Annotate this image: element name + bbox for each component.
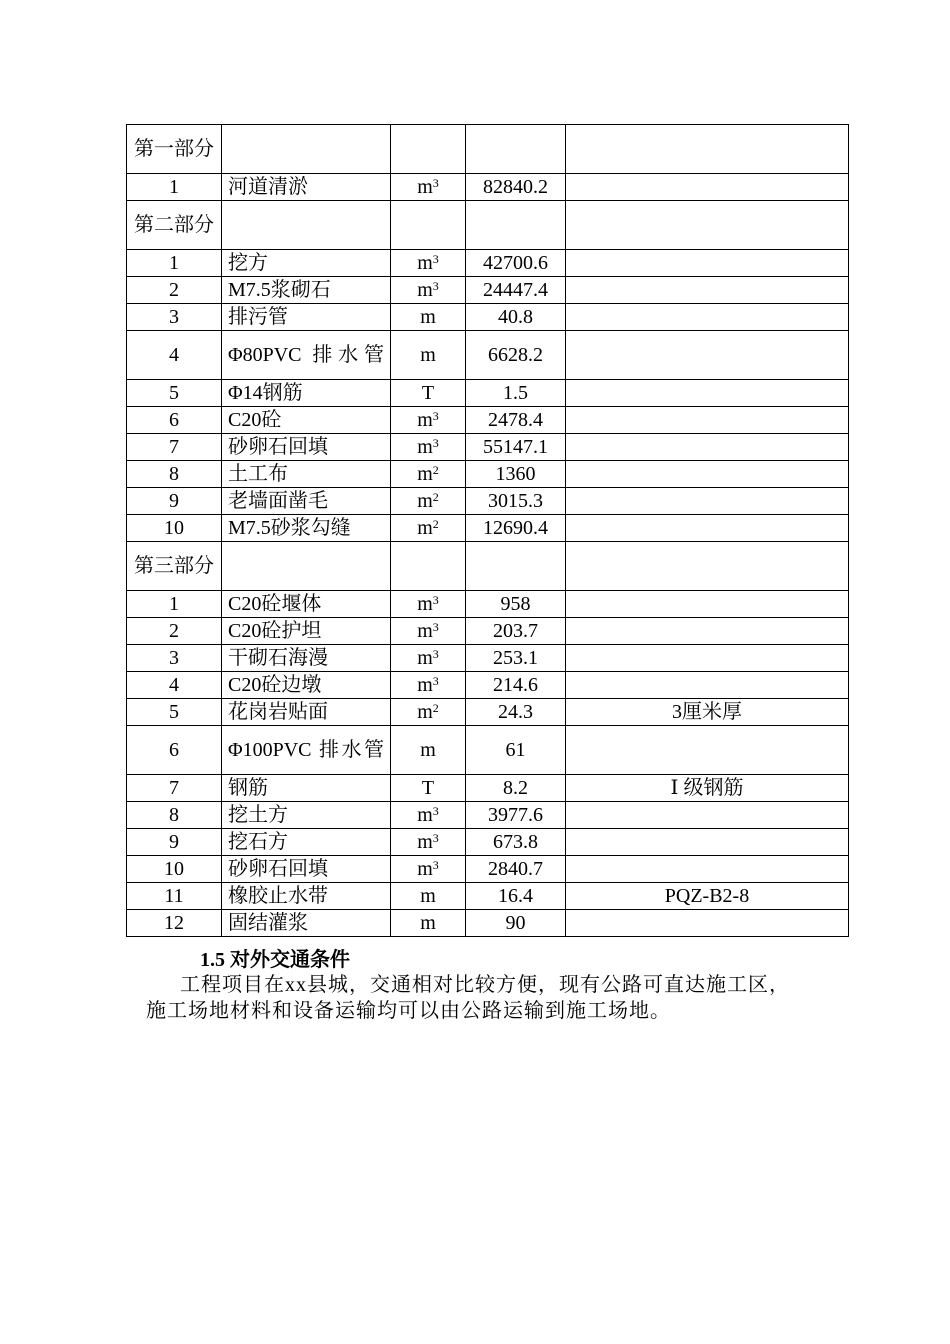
section-header-row bbox=[127, 201, 849, 250]
item-unit bbox=[391, 829, 466, 856]
unit-exponent: 3 bbox=[432, 252, 439, 266]
item-name: Φ14钢筋 bbox=[222, 380, 391, 407]
item-number: 1 bbox=[127, 250, 222, 277]
empty-cell bbox=[222, 542, 391, 591]
item-number: 7 bbox=[127, 434, 222, 461]
unit-symbol: m bbox=[417, 858, 433, 880]
item-quantity: 6628.2 bbox=[466, 331, 566, 380]
item-note bbox=[566, 829, 849, 856]
table-row bbox=[127, 591, 849, 618]
unit-exponent: 3 bbox=[432, 858, 439, 872]
unit-exponent: 3 bbox=[432, 831, 439, 845]
item-note bbox=[566, 645, 849, 672]
item-name: M7.5砂浆勾缝 bbox=[222, 515, 391, 542]
table-row bbox=[127, 277, 849, 304]
empty-cell bbox=[466, 125, 566, 174]
unit-exponent: 3 bbox=[432, 620, 439, 634]
quantity-table-body bbox=[127, 125, 849, 937]
unit-exponent: 3 bbox=[432, 279, 439, 293]
item-unit bbox=[391, 407, 466, 434]
item-quantity: 3977.6 bbox=[466, 802, 566, 829]
item-number: 12 bbox=[127, 910, 222, 937]
table-row bbox=[127, 883, 849, 910]
item-quantity: 12690.4 bbox=[466, 515, 566, 542]
item-number: 2 bbox=[127, 277, 222, 304]
section-title: 第一部分 bbox=[127, 125, 222, 174]
item-number: 9 bbox=[127, 488, 222, 515]
item-quantity: 1360 bbox=[466, 461, 566, 488]
item-name: 砂卵石回填 bbox=[222, 434, 391, 461]
item-number: 5 bbox=[127, 380, 222, 407]
table-row bbox=[127, 726, 849, 775]
item-unit bbox=[391, 699, 466, 726]
table-row bbox=[127, 699, 849, 726]
item-note bbox=[566, 856, 849, 883]
empty-cell bbox=[566, 201, 849, 250]
item-name: 固结灌浆 bbox=[222, 910, 391, 937]
item-unit bbox=[391, 645, 466, 672]
table-row bbox=[127, 672, 849, 699]
unit-symbol: m bbox=[417, 176, 433, 198]
table-row bbox=[127, 856, 849, 883]
table-row bbox=[127, 174, 849, 201]
unit-symbol: m bbox=[417, 463, 433, 485]
item-note bbox=[566, 726, 849, 775]
item-unit bbox=[391, 461, 466, 488]
item-number: 5 bbox=[127, 699, 222, 726]
item-number: 8 bbox=[127, 802, 222, 829]
table-row bbox=[127, 802, 849, 829]
item-unit bbox=[391, 380, 466, 407]
item-note bbox=[566, 515, 849, 542]
item-quantity: 673.8 bbox=[466, 829, 566, 856]
item-name: Φ80PVC 排水管 bbox=[222, 331, 391, 380]
table-row bbox=[127, 618, 849, 645]
item-note bbox=[566, 488, 849, 515]
item-name: 挖方 bbox=[222, 250, 391, 277]
section-header-row bbox=[127, 542, 849, 591]
item-quantity: 16.4 bbox=[466, 883, 566, 910]
unit-symbol: m bbox=[417, 517, 433, 539]
item-quantity: 2478.4 bbox=[466, 407, 566, 434]
item-unit bbox=[391, 672, 466, 699]
item-number: 3 bbox=[127, 645, 222, 672]
item-quantity: 61 bbox=[466, 726, 566, 775]
item-note bbox=[566, 304, 849, 331]
unit-symbol: m bbox=[417, 436, 433, 458]
unit-exponent: 3 bbox=[432, 674, 439, 688]
table-row bbox=[127, 910, 849, 937]
unit-symbol: m bbox=[417, 620, 433, 642]
item-name: 挖土方 bbox=[222, 802, 391, 829]
table-row bbox=[127, 434, 849, 461]
item-unit bbox=[391, 618, 466, 645]
unit-exponent: 3 bbox=[432, 804, 439, 818]
unit-symbol: m bbox=[417, 279, 433, 301]
unit-symbol: T bbox=[421, 382, 435, 404]
item-quantity: 214.6 bbox=[466, 672, 566, 699]
empty-cell bbox=[566, 542, 849, 591]
item-unit bbox=[391, 856, 466, 883]
item-name: 排污管 bbox=[222, 304, 391, 331]
item-note bbox=[566, 250, 849, 277]
item-note bbox=[566, 461, 849, 488]
item-note bbox=[566, 331, 849, 380]
item-quantity: 55147.1 bbox=[466, 434, 566, 461]
item-name: 砂卵石回填 bbox=[222, 856, 391, 883]
item-number: 3 bbox=[127, 304, 222, 331]
item-number: 9 bbox=[127, 829, 222, 856]
item-name: M7.5浆砌石 bbox=[222, 277, 391, 304]
item-note bbox=[566, 802, 849, 829]
item-name: 钢筋 bbox=[222, 775, 391, 802]
table-row bbox=[127, 461, 849, 488]
empty-cell bbox=[566, 125, 849, 174]
item-quantity: 82840.2 bbox=[466, 174, 566, 201]
item-quantity: 3015.3 bbox=[466, 488, 566, 515]
unit-exponent: 3 bbox=[432, 593, 439, 607]
table-row bbox=[127, 407, 849, 434]
unit-symbol: m bbox=[417, 804, 433, 826]
item-quantity: 24447.4 bbox=[466, 277, 566, 304]
unit-exponent: 3 bbox=[432, 409, 439, 423]
empty-cell bbox=[222, 201, 391, 250]
item-unit bbox=[391, 331, 466, 380]
table-row bbox=[127, 250, 849, 277]
quantity-table bbox=[126, 124, 849, 937]
item-name: 土工布 bbox=[222, 461, 391, 488]
item-name: 花岗岩贴面 bbox=[222, 699, 391, 726]
item-unit bbox=[391, 250, 466, 277]
unit-exponent: 2 bbox=[432, 701, 439, 715]
unit-symbol: m bbox=[417, 409, 433, 431]
item-note bbox=[566, 380, 849, 407]
item-number: 11 bbox=[127, 883, 222, 910]
item-note bbox=[566, 434, 849, 461]
item-name: 橡胶止水带 bbox=[222, 883, 391, 910]
unit-symbol: m bbox=[420, 885, 436, 907]
section-header-row bbox=[127, 125, 849, 174]
item-number: 4 bbox=[127, 331, 222, 380]
item-unit bbox=[391, 174, 466, 201]
item-quantity: 203.7 bbox=[466, 618, 566, 645]
item-unit bbox=[391, 434, 466, 461]
unit-symbol: m bbox=[417, 593, 433, 615]
unit-symbol: T bbox=[421, 777, 435, 799]
unit-symbol: m bbox=[420, 344, 436, 366]
unit-exponent: 2 bbox=[432, 463, 439, 477]
unit-symbol: m bbox=[420, 912, 436, 934]
unit-symbol: m bbox=[417, 701, 433, 723]
unit-symbol: m bbox=[417, 647, 433, 669]
table-row bbox=[127, 304, 849, 331]
unit-exponent: 3 bbox=[432, 436, 439, 450]
unit-symbol: m bbox=[420, 739, 436, 761]
unit-exponent: 3 bbox=[432, 176, 439, 190]
item-quantity: 40.8 bbox=[466, 304, 566, 331]
item-note: PQZ-B2-8 bbox=[566, 883, 849, 910]
item-number: 6 bbox=[127, 407, 222, 434]
item-note bbox=[566, 591, 849, 618]
item-unit bbox=[391, 883, 466, 910]
unit-symbol: m bbox=[417, 490, 433, 512]
item-name: 干砌石海漫 bbox=[222, 645, 391, 672]
item-name: 老墙面凿毛 bbox=[222, 488, 391, 515]
item-quantity: 42700.6 bbox=[466, 250, 566, 277]
item-unit bbox=[391, 304, 466, 331]
empty-cell bbox=[466, 201, 566, 250]
unit-exponent: 2 bbox=[432, 517, 439, 531]
item-name: 河道清淤 bbox=[222, 174, 391, 201]
item-number: 10 bbox=[127, 515, 222, 542]
item-number: 6 bbox=[127, 726, 222, 775]
item-name: C20砼护坦 bbox=[222, 618, 391, 645]
item-note: Ⅰ 级钢筋 bbox=[566, 775, 849, 802]
unit-exponent: 2 bbox=[432, 490, 439, 504]
unit-symbol: m bbox=[417, 831, 433, 853]
item-number: 4 bbox=[127, 672, 222, 699]
item-unit bbox=[391, 726, 466, 775]
item-name: C20砼边墩 bbox=[222, 672, 391, 699]
body-paragraph: 工程项目在xx县城，交通相对比较方便，现有公路可直达施工区，施工场地材料和设备运输均可以由公路运输到施工场地。 bbox=[146, 974, 790, 1022]
item-number: 7 bbox=[127, 775, 222, 802]
item-name: C20砼 bbox=[222, 407, 391, 434]
item-unit bbox=[391, 488, 466, 515]
table-row bbox=[127, 331, 849, 380]
item-note bbox=[566, 174, 849, 201]
section-title: 第二部分 bbox=[127, 201, 222, 250]
item-note bbox=[566, 910, 849, 937]
unit-symbol: m bbox=[420, 306, 436, 328]
item-quantity: 958 bbox=[466, 591, 566, 618]
item-number: 1 bbox=[127, 174, 222, 201]
item-name: 挖石方 bbox=[222, 829, 391, 856]
table-row bbox=[127, 380, 849, 407]
table-row bbox=[127, 775, 849, 802]
empty-cell bbox=[222, 125, 391, 174]
item-unit bbox=[391, 910, 466, 937]
item-unit bbox=[391, 591, 466, 618]
item-unit bbox=[391, 277, 466, 304]
item-quantity: 24.3 bbox=[466, 699, 566, 726]
unit-symbol: m bbox=[417, 674, 433, 696]
unit-symbol: m bbox=[417, 252, 433, 274]
item-note bbox=[566, 618, 849, 645]
item-number: 8 bbox=[127, 461, 222, 488]
item-quantity: 8.2 bbox=[466, 775, 566, 802]
table-row bbox=[127, 515, 849, 542]
table-row bbox=[127, 488, 849, 515]
item-quantity: 2840.7 bbox=[466, 856, 566, 883]
item-note bbox=[566, 407, 849, 434]
table-row bbox=[127, 645, 849, 672]
empty-cell bbox=[391, 542, 466, 591]
empty-cell bbox=[391, 201, 466, 250]
item-unit bbox=[391, 775, 466, 802]
item-note: 3厘米厚 bbox=[566, 699, 849, 726]
item-quantity: 1.5 bbox=[466, 380, 566, 407]
item-unit bbox=[391, 515, 466, 542]
section-heading: 1.5 对外交通条件 bbox=[200, 949, 350, 971]
empty-cell bbox=[466, 542, 566, 591]
item-number: 2 bbox=[127, 618, 222, 645]
item-quantity: 90 bbox=[466, 910, 566, 937]
item-name: Φ100PVC 排水管 bbox=[222, 726, 391, 775]
item-number: 1 bbox=[127, 591, 222, 618]
unit-exponent: 3 bbox=[432, 647, 439, 661]
item-note bbox=[566, 277, 849, 304]
section-title: 第三部分 bbox=[127, 542, 222, 591]
item-name: C20砼堰体 bbox=[222, 591, 391, 618]
item-unit bbox=[391, 802, 466, 829]
item-note bbox=[566, 672, 849, 699]
item-quantity: 253.1 bbox=[466, 645, 566, 672]
empty-cell bbox=[391, 125, 466, 174]
table-row bbox=[127, 829, 849, 856]
item-number: 10 bbox=[127, 856, 222, 883]
